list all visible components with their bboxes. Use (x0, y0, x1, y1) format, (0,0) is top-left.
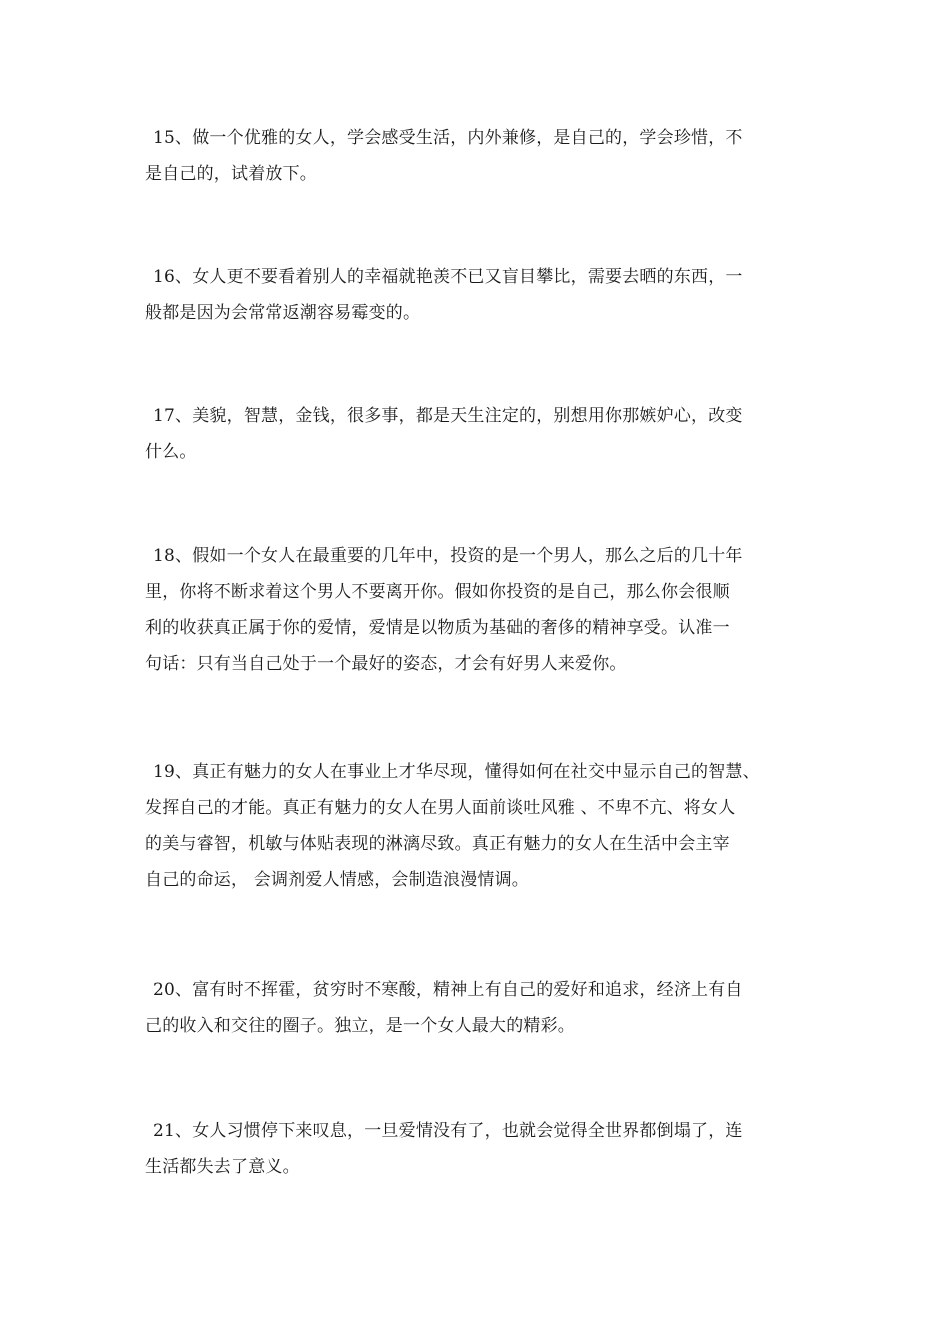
paragraph-line: 般都是因为会常常返潮容易霉变的。 (145, 303, 421, 323)
paragraph-17 (145, 398, 815, 470)
paragraph-line: 发挥自己的才能。真正有魅力的女人在男人面前谈吐风雅 、不卑不亢、将女人 (145, 798, 736, 818)
paragraph-line: 是自己的，试着放下。 (145, 164, 317, 184)
paragraph-line: 18、假如一个女人在最重要的几年中，投资的是一个男人，那么之后的几十年 (153, 546, 743, 566)
paragraph-line: 15、做一个优雅的女人，学会感受生活，内外兼修，是自己的，学会珍惜，不 (153, 128, 743, 148)
paragraph-15 (145, 120, 815, 192)
paragraph-line: 的美与睿智，机敏与体贴表现的淋漓尽致。真正有魅力的女人在生活中会主宰 (145, 834, 730, 854)
paragraph-line: 19、真正有魅力的女人在事业上才华尽现，懂得如何在社交中显示自己的智慧、 (153, 762, 760, 782)
paragraph-line: 己的收入和交往的圈子。独立，是一个女人最大的精彩。 (145, 1016, 575, 1036)
paragraph-21 (145, 1113, 815, 1185)
paragraph-line: 句话：只有当自己处于一个最好的姿态，才会有好男人来爱你。 (145, 654, 627, 674)
paragraph-16 (145, 259, 815, 331)
paragraph-line: 16、女人更不要看着别人的幸福就艳羡不已又盲目攀比，需要去晒的东西，一 (153, 267, 743, 287)
paragraph-line: 生活都失去了意义。 (145, 1157, 300, 1177)
paragraph-line: 17、美貌，智慧，金钱，很多事，都是天生注定的，别想用你那嫉妒心，改变 (153, 406, 743, 426)
paragraph-19 (145, 754, 815, 898)
paragraph-line: 什么。 (145, 442, 197, 462)
paragraph-line: 自己的命运， 会调剂爱人情感，会制造浪漫情调。 (145, 870, 530, 890)
paragraph-line: 里，你将不断求着这个男人不要离开你。假如你投资的是自己，那么你会很顺 (145, 582, 730, 602)
paragraph-18 (145, 538, 815, 682)
paragraph-20 (145, 972, 815, 1044)
paragraph-line: 21、女人习惯停下来叹息，一旦爱情没有了，也就会觉得全世界都倒塌了，连 (153, 1121, 743, 1141)
paragraph-line: 利的收获真正属于你的爱情，爱情是以物质为基础的奢侈的精神享受。认准一 (145, 618, 730, 638)
paragraph-line: 20、富有时不挥霍，贫穷时不寒酸，精神上有自己的爱好和追求，经济上有自 (153, 980, 743, 1000)
